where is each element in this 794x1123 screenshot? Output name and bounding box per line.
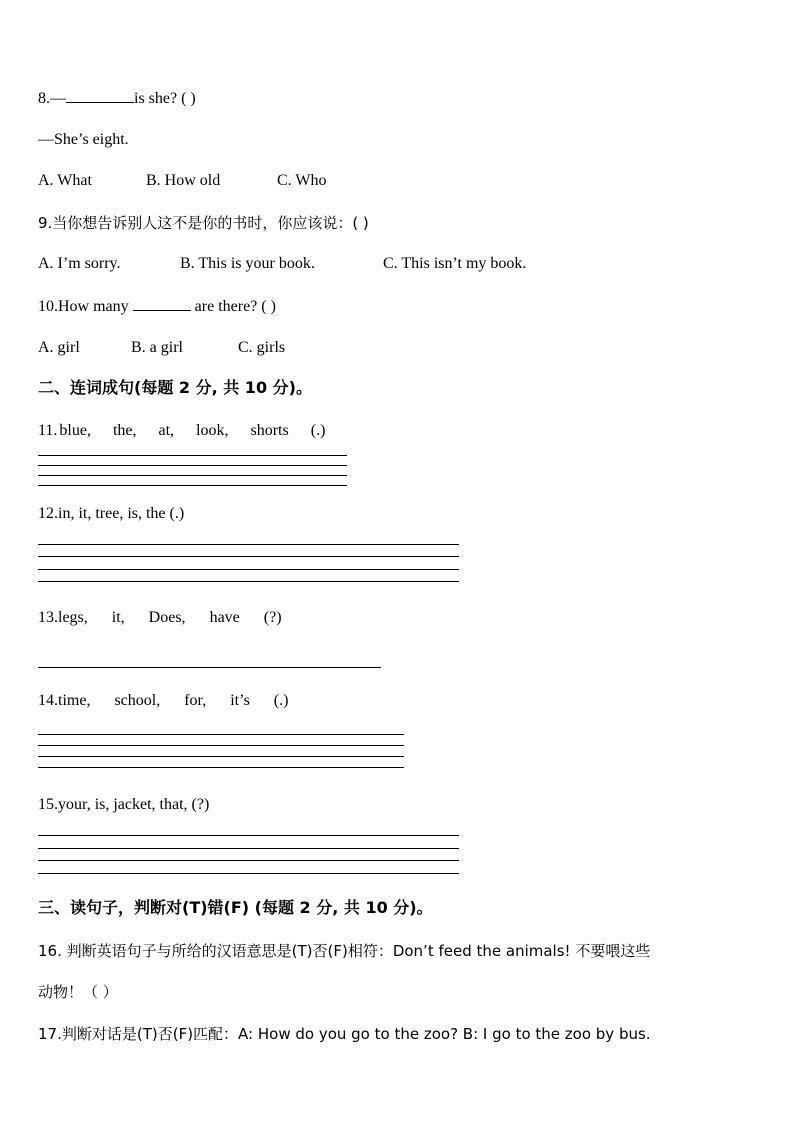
- q11-answer-line[interactable]: [38, 485, 347, 486]
- q8-suffix: is she? ( ): [134, 90, 196, 107]
- q9-option-c[interactable]: C. This isn’t my book.: [383, 255, 527, 272]
- q14-answer-line[interactable]: [38, 756, 404, 757]
- q14-word: for,: [184, 692, 207, 709]
- q15-answer-line[interactable]: [38, 873, 459, 874]
- q12-answer-line[interactable]: [38, 581, 459, 582]
- q17-prompt: 17.判断对话是(T)否(F)匹配：A: How do you go to the zoo? B: I go to the zoo by bus.: [38, 1025, 651, 1043]
- q13-prompt: [38, 608, 282, 628]
- q8-prompt: [38, 88, 196, 109]
- q10-option-c[interactable]: C. girls: [238, 339, 286, 356]
- q13-word: Does,: [148, 609, 186, 626]
- q10-blank[interactable]: [133, 296, 191, 311]
- q14-number: 14.: [38, 692, 58, 709]
- q10-option-a[interactable]: A. girl: [38, 339, 80, 356]
- q13-word: have: [209, 609, 240, 626]
- q12-prompt: 12.in, it, tree, is, the (.): [38, 505, 185, 522]
- q14-word: (.): [273, 692, 289, 709]
- q14-prompt: [38, 691, 288, 711]
- q12-answer-line[interactable]: [38, 544, 459, 545]
- q9-prompt: 9.当你想告诉别人这不是你的书时，你应该说：( ): [38, 214, 369, 232]
- q13-answer-line[interactable]: [38, 667, 381, 668]
- q14-answer-line[interactable]: [38, 767, 404, 768]
- q8-option-a[interactable]: A. What: [38, 172, 92, 189]
- q15-answer-line[interactable]: [38, 860, 459, 861]
- q14-answer-line[interactable]: [38, 745, 404, 746]
- q10-option-b[interactable]: B. a girl: [131, 339, 183, 356]
- section-2-title: 二、连词成句(每题 2 分, 共 10 分)。: [38, 378, 312, 397]
- q11-word: look,: [196, 422, 229, 439]
- q13-number: 13.: [38, 609, 58, 626]
- q16-prompt-line-1: 16. 判断英语句子与所给的汉语意思是(T)否(F)相符：Don’t feed the animals! 不要喂这些: [38, 942, 651, 960]
- q15-answer-line[interactable]: [38, 848, 459, 849]
- q10-prefix: 10.How many: [38, 298, 129, 315]
- q11-word: at,: [158, 422, 175, 439]
- q14-word: time,: [58, 692, 91, 709]
- q8-answer: —She’s eight.: [38, 131, 129, 148]
- q14-answer-line[interactable]: [38, 734, 404, 735]
- q8-option-b[interactable]: B. How old: [146, 172, 221, 189]
- q15-answer-line[interactable]: [38, 835, 459, 836]
- q11-word: the,: [112, 422, 137, 439]
- q8-option-c[interactable]: C. Who: [277, 172, 327, 189]
- q15-prompt: 15.your, is, jacket, that, (?): [38, 796, 210, 813]
- q11-answer-line[interactable]: [38, 465, 347, 466]
- q10-suffix: are there? ( ): [194, 298, 276, 315]
- section-3-title: 三、读句子，判断对(T)错(F) (每题 2 分, 共 10 分)。: [38, 898, 433, 917]
- q16-prompt-line-2[interactable]: 动物！（ ）: [38, 983, 118, 1001]
- q11-word: blue,: [59, 422, 91, 439]
- q10-prompt: [38, 296, 276, 317]
- q13-word: legs,: [58, 609, 88, 626]
- q9-option-a[interactable]: A. I’m sorry.: [38, 255, 121, 272]
- q11-answer-line[interactable]: [38, 455, 347, 456]
- q12-answer-line[interactable]: [38, 556, 459, 557]
- q11-word: shorts: [250, 422, 289, 439]
- q11-number: 11.: [38, 422, 58, 439]
- q13-word: (?): [263, 609, 282, 626]
- q11-answer-line[interactable]: [38, 475, 347, 476]
- q11-prompt: [38, 421, 325, 441]
- q13-word: it,: [111, 609, 125, 626]
- q12-answer-line[interactable]: [38, 569, 459, 570]
- q8-prefix: 8.—: [38, 90, 66, 107]
- q9-option-b[interactable]: B. This is your book.: [180, 255, 315, 272]
- q11-word: (.): [310, 422, 326, 439]
- q8-blank[interactable]: [66, 88, 134, 103]
- q14-word: school,: [114, 692, 161, 709]
- q14-word: it’s: [230, 692, 250, 709]
